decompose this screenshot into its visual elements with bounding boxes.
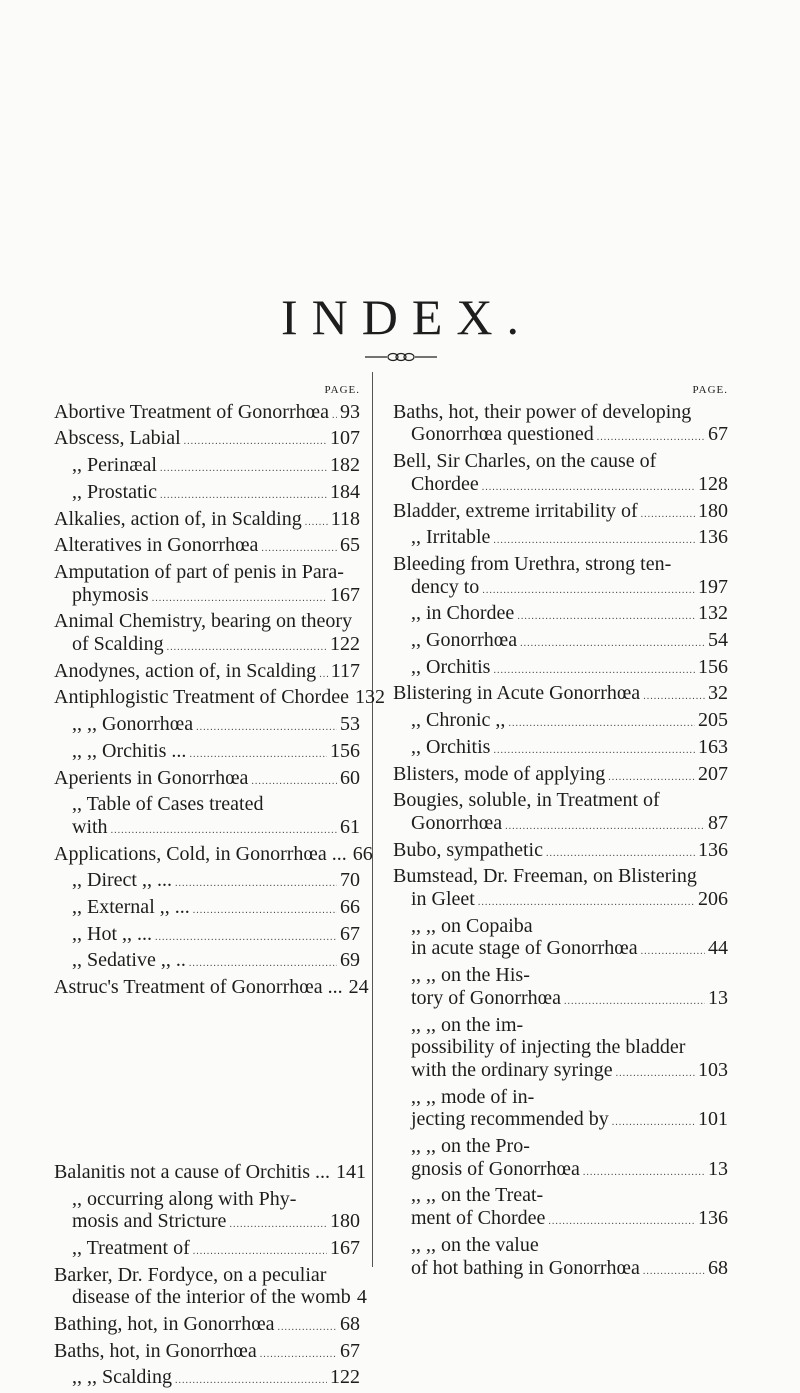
index-entry bbox=[54, 1160, 367, 1188]
dot-leader bbox=[152, 588, 327, 611]
index-entry bbox=[393, 423, 728, 450]
index-entry bbox=[54, 481, 360, 508]
index-entry bbox=[393, 1257, 728, 1284]
entry-text: Aperients in Gonorrhœa bbox=[54, 766, 249, 789]
entry-text: ,, Prostatic bbox=[72, 480, 157, 503]
index-entry bbox=[54, 427, 360, 454]
page-number: 101 bbox=[698, 1108, 728, 1131]
dot-leader bbox=[641, 504, 695, 527]
index-entry bbox=[54, 816, 360, 843]
page-number: 132 bbox=[354, 686, 385, 709]
dot-leader bbox=[508, 713, 695, 736]
index-entry bbox=[393, 656, 728, 683]
index-entry bbox=[54, 869, 360, 896]
index-entry bbox=[393, 888, 728, 915]
entry-text: Balanitis not a cause of Orchitis ... bbox=[54, 1160, 331, 1183]
dot-leader bbox=[493, 660, 695, 683]
index-entry: Bleeding from Urethra, strong ten- bbox=[393, 552, 672, 575]
index-entry: Bell, Sir Charles, on the cause of bbox=[393, 450, 657, 473]
dot-leader bbox=[493, 530, 695, 553]
index-entry bbox=[393, 500, 728, 527]
index-entry bbox=[393, 602, 728, 629]
dot-leader bbox=[546, 843, 695, 866]
entry-text: ,, ,, Orchitis ... bbox=[72, 739, 187, 762]
page-number: 205 bbox=[698, 709, 728, 732]
dot-leader bbox=[229, 1214, 327, 1237]
dot-leader bbox=[193, 1241, 327, 1264]
entry-text: ,, ,, Scalding bbox=[72, 1366, 172, 1389]
dot-leader bbox=[493, 740, 695, 763]
entry-text: with the ordinary syringe bbox=[411, 1058, 613, 1081]
index-entry bbox=[393, 682, 728, 709]
dot-leader bbox=[612, 1112, 695, 1135]
dot-leader bbox=[517, 606, 695, 629]
entry-text: in Gleet bbox=[411, 888, 475, 911]
page-number: 107 bbox=[330, 427, 360, 450]
index-entry bbox=[393, 473, 728, 500]
dot-leader bbox=[278, 1317, 337, 1340]
dot-leader bbox=[548, 1211, 695, 1234]
entry-text: Chordee bbox=[411, 472, 479, 495]
section-gap bbox=[54, 1003, 360, 1161]
index-entry: Baths, hot, their power of developing bbox=[393, 400, 692, 423]
index-entry: Bougies, soluble, in Treatment of bbox=[393, 789, 660, 812]
page-number: 206 bbox=[698, 888, 728, 911]
page-number: 184 bbox=[330, 480, 360, 503]
dot-leader bbox=[564, 991, 705, 1014]
page-number: 54 bbox=[708, 629, 728, 652]
entry-text: Applications, Cold, in Gonorrhœa ... bbox=[54, 842, 347, 865]
page-number: 156 bbox=[330, 739, 360, 762]
index-entry bbox=[393, 763, 728, 790]
dot-leader bbox=[643, 1261, 705, 1284]
entry-text: of Scalding bbox=[72, 633, 164, 656]
entry-text: ,, in Chordee bbox=[411, 602, 515, 625]
index-entry bbox=[54, 660, 360, 687]
page-number: 136 bbox=[698, 838, 728, 861]
index-entry: Amputation of part of penis in Para- bbox=[54, 560, 344, 583]
dot-leader bbox=[261, 538, 337, 561]
dot-leader bbox=[641, 941, 705, 964]
page-number: 122 bbox=[330, 1366, 360, 1389]
dot-leader bbox=[332, 405, 337, 428]
index-entry bbox=[393, 1158, 728, 1185]
page-number: 70 bbox=[340, 869, 360, 892]
dot-leader bbox=[505, 816, 705, 839]
page-number: 182 bbox=[330, 454, 360, 477]
index-entry: ,, ,, on Copaiba bbox=[411, 914, 533, 937]
index-entry bbox=[54, 767, 360, 794]
dot-leader bbox=[184, 431, 327, 454]
dot-leader bbox=[251, 771, 337, 794]
index-section-b bbox=[54, 1160, 367, 1393]
index-entry bbox=[54, 633, 360, 660]
ornament-divider bbox=[365, 350, 437, 364]
page-number: 69 bbox=[340, 949, 360, 972]
index-entry bbox=[393, 1207, 728, 1234]
entry-text: dency to bbox=[411, 575, 480, 598]
index-entry bbox=[54, 1237, 360, 1264]
entry-text: Baths, hot, in Gonorrhœa bbox=[54, 1339, 257, 1362]
page-number: 13 bbox=[708, 986, 728, 1009]
dot-leader bbox=[175, 1370, 327, 1393]
index-entry bbox=[54, 1210, 360, 1237]
entry-text: Anodynes, action of, in Scalding bbox=[54, 659, 317, 682]
dot-leader bbox=[608, 767, 695, 790]
page-number: 128 bbox=[698, 472, 728, 495]
entry-text: ,, Sedative ,, .. bbox=[72, 949, 186, 972]
dot-leader bbox=[597, 427, 705, 450]
entry-text: gnosis of Gonorrhœa bbox=[411, 1157, 580, 1180]
index-entry: ,, ,, on the im- bbox=[411, 1013, 524, 1036]
index-entry: ,, occurring along with Phy- bbox=[72, 1187, 297, 1210]
entry-text: Bathing, hot, in Gonorrhœa bbox=[54, 1313, 275, 1336]
dot-leader bbox=[167, 637, 327, 660]
dot-leader bbox=[193, 900, 337, 923]
page-number: 53 bbox=[340, 713, 360, 736]
page-number: 136 bbox=[698, 526, 728, 549]
index-entry bbox=[54, 534, 360, 561]
page-number: 117 bbox=[330, 659, 360, 682]
index-entry: ,, ,, on the value bbox=[411, 1233, 539, 1256]
page-number: 87 bbox=[708, 811, 728, 834]
entry-text: phymosis bbox=[72, 583, 149, 606]
page-number: 122 bbox=[330, 633, 360, 656]
index-entry: ,, ,, on the Treat- bbox=[411, 1184, 544, 1207]
entry-text: ,, Gonorrhœa bbox=[411, 629, 518, 652]
page-number: 60 bbox=[340, 766, 360, 789]
index-entry bbox=[54, 1286, 367, 1313]
page-number: 67 bbox=[340, 1339, 360, 1362]
index-column-right bbox=[393, 378, 728, 1283]
entry-text: Bubo, sympathetic bbox=[393, 838, 543, 861]
entry-text: Abscess, Labial bbox=[54, 427, 181, 450]
page-number: 44 bbox=[708, 937, 728, 960]
page-number: 65 bbox=[340, 534, 360, 557]
page-number: 180 bbox=[330, 1210, 360, 1233]
entry-text: ,, Chronic ,, bbox=[411, 709, 506, 732]
dot-leader bbox=[175, 873, 337, 896]
page-number: 13 bbox=[708, 1157, 728, 1180]
entry-text: Blisters, mode of applying bbox=[393, 762, 606, 785]
index-entry bbox=[54, 896, 360, 923]
dot-leader bbox=[616, 1063, 695, 1086]
index-entry bbox=[54, 584, 360, 611]
index-entry: ,, ,, on the Pro- bbox=[411, 1135, 530, 1158]
index-entry: Animal Chemistry, bearing on theory bbox=[54, 610, 353, 633]
dot-leader bbox=[155, 927, 337, 950]
dot-leader bbox=[482, 477, 695, 500]
entry-text: with bbox=[72, 815, 108, 838]
dot-leader bbox=[319, 664, 328, 687]
entry-text: Gonorrhœa bbox=[411, 811, 503, 834]
entry-text: tory of Gonorrhœa bbox=[411, 986, 561, 1009]
page-number: 167 bbox=[330, 583, 360, 606]
page-number: 68 bbox=[340, 1313, 360, 1336]
dot-leader bbox=[643, 686, 705, 709]
dot-leader bbox=[482, 580, 695, 603]
index-entry bbox=[54, 976, 369, 1003]
index-entry bbox=[393, 937, 728, 964]
page-number: 197 bbox=[698, 575, 728, 598]
page-number: 132 bbox=[698, 602, 728, 625]
page-number: 136 bbox=[698, 1207, 728, 1230]
entry-text: in acute stage of Gonorrhœa bbox=[411, 937, 638, 960]
entry-text: Antiphlogistic Treatment of Chordee bbox=[54, 686, 349, 709]
page-number: 180 bbox=[698, 499, 728, 522]
page-number: 141 bbox=[336, 1160, 367, 1183]
page-number: 66 bbox=[340, 896, 360, 919]
index-entry: Barker, Dr. Fordyce, on a peculiar bbox=[54, 1263, 327, 1286]
entry-text: Alteratives in Gonorrhœa bbox=[54, 534, 259, 557]
entry-text: of hot bathing in Gonorrhœa bbox=[411, 1256, 640, 1279]
index-entry bbox=[393, 629, 728, 656]
page-number: 103 bbox=[698, 1058, 728, 1081]
entry-text: ,, Direct ,, ... bbox=[72, 869, 172, 892]
page-number: 163 bbox=[698, 735, 728, 758]
index-entry bbox=[54, 1366, 360, 1393]
dot-leader bbox=[160, 458, 327, 481]
page-number: 61 bbox=[340, 815, 360, 838]
page-title: INDEX. bbox=[280, 289, 534, 345]
page-number: 32 bbox=[708, 682, 728, 705]
index-entry bbox=[54, 454, 360, 481]
index-entry bbox=[393, 736, 728, 763]
entry-text: Bladder, extreme irritability of bbox=[393, 499, 638, 522]
index-entry bbox=[393, 812, 728, 839]
dot-leader bbox=[196, 717, 337, 740]
index-entry bbox=[393, 1059, 728, 1086]
entry-text: Alkalies, action of, in Scalding bbox=[54, 507, 302, 530]
page-number: 167 bbox=[330, 1236, 360, 1259]
index-entry bbox=[393, 709, 728, 736]
page-number: 93 bbox=[340, 400, 360, 423]
entry-text: Astruc's Treatment of Gonorrhœa ... bbox=[54, 976, 343, 999]
page-column-label: PAGE. bbox=[324, 384, 360, 396]
index-entry bbox=[54, 508, 360, 535]
dot-leader bbox=[583, 1162, 705, 1185]
entry-text: ,, Treatment of bbox=[72, 1236, 190, 1259]
dot-leader bbox=[189, 953, 337, 976]
entry-text: disease of the interior of the womb bbox=[72, 1286, 351, 1309]
dot-leader bbox=[478, 892, 695, 915]
page-number: 207 bbox=[698, 762, 728, 785]
dot-leader bbox=[520, 633, 705, 656]
index-entry bbox=[54, 401, 360, 428]
entry-text: ,, Perinæal bbox=[72, 454, 157, 477]
index-entry bbox=[54, 923, 360, 950]
index-entry: possibility of injecting the bladder bbox=[411, 1036, 686, 1059]
entry-text: ment of Chordee bbox=[411, 1207, 546, 1230]
index-column-left bbox=[54, 378, 385, 1393]
index-entry bbox=[54, 713, 360, 740]
page-number: 156 bbox=[698, 655, 728, 678]
dot-leader bbox=[189, 744, 327, 767]
index-entry bbox=[393, 987, 728, 1014]
page-number: 66 bbox=[352, 842, 373, 865]
page-number: 118 bbox=[330, 507, 360, 530]
column-rule bbox=[372, 372, 373, 1267]
index-entry bbox=[393, 576, 728, 603]
entry-text: ,, Hot ,, ... bbox=[72, 922, 152, 945]
index-entry: ,, ,, mode of in- bbox=[411, 1085, 535, 1108]
index-entry: ,, ,, on the His- bbox=[411, 964, 530, 987]
page-column-label: PAGE. bbox=[692, 384, 728, 396]
entry-text: ,, Orchitis bbox=[411, 655, 491, 678]
index-entry: Bumstead, Dr. Freeman, on Blistering bbox=[393, 865, 697, 888]
entry-text: Abortive Treatment of Gonorrhœa bbox=[54, 400, 329, 423]
entry-text: ,, External ,, ... bbox=[72, 896, 190, 919]
dot-leader bbox=[111, 820, 337, 843]
index-entry bbox=[54, 842, 373, 870]
dot-leader bbox=[305, 512, 328, 535]
entry-text: Blistering in Acute Gonorrhœa bbox=[393, 682, 641, 705]
entry-text: Gonorrhœa questioned bbox=[411, 423, 594, 446]
dot-leader bbox=[160, 485, 327, 508]
entry-text: ,, Irritable bbox=[411, 526, 491, 549]
index-entry bbox=[393, 1108, 728, 1135]
index-entry bbox=[54, 1340, 360, 1367]
index-entry: ,, Table of Cases treated bbox=[72, 793, 264, 816]
page-number: 67 bbox=[340, 922, 360, 945]
index-entry bbox=[54, 1313, 360, 1340]
index-section-right bbox=[393, 401, 728, 1284]
index-entry bbox=[54, 949, 360, 976]
page-number: 4 bbox=[356, 1286, 367, 1309]
page-number: 68 bbox=[708, 1256, 728, 1279]
index-entry bbox=[393, 839, 728, 866]
entry-text: jecting recommended by bbox=[411, 1108, 609, 1131]
index-entry bbox=[54, 740, 360, 767]
index-entry bbox=[54, 686, 385, 713]
entry-text: mosis and Stricture bbox=[72, 1210, 227, 1233]
entry-text: ,, ,, Gonorrhœa bbox=[72, 713, 194, 736]
dot-leader bbox=[260, 1344, 337, 1367]
page-number: 67 bbox=[708, 423, 728, 446]
entry-text: ,, Orchitis bbox=[411, 735, 491, 758]
page-number: 24 bbox=[348, 976, 369, 999]
index-section-a bbox=[54, 400, 385, 1003]
index-entry bbox=[393, 526, 728, 553]
